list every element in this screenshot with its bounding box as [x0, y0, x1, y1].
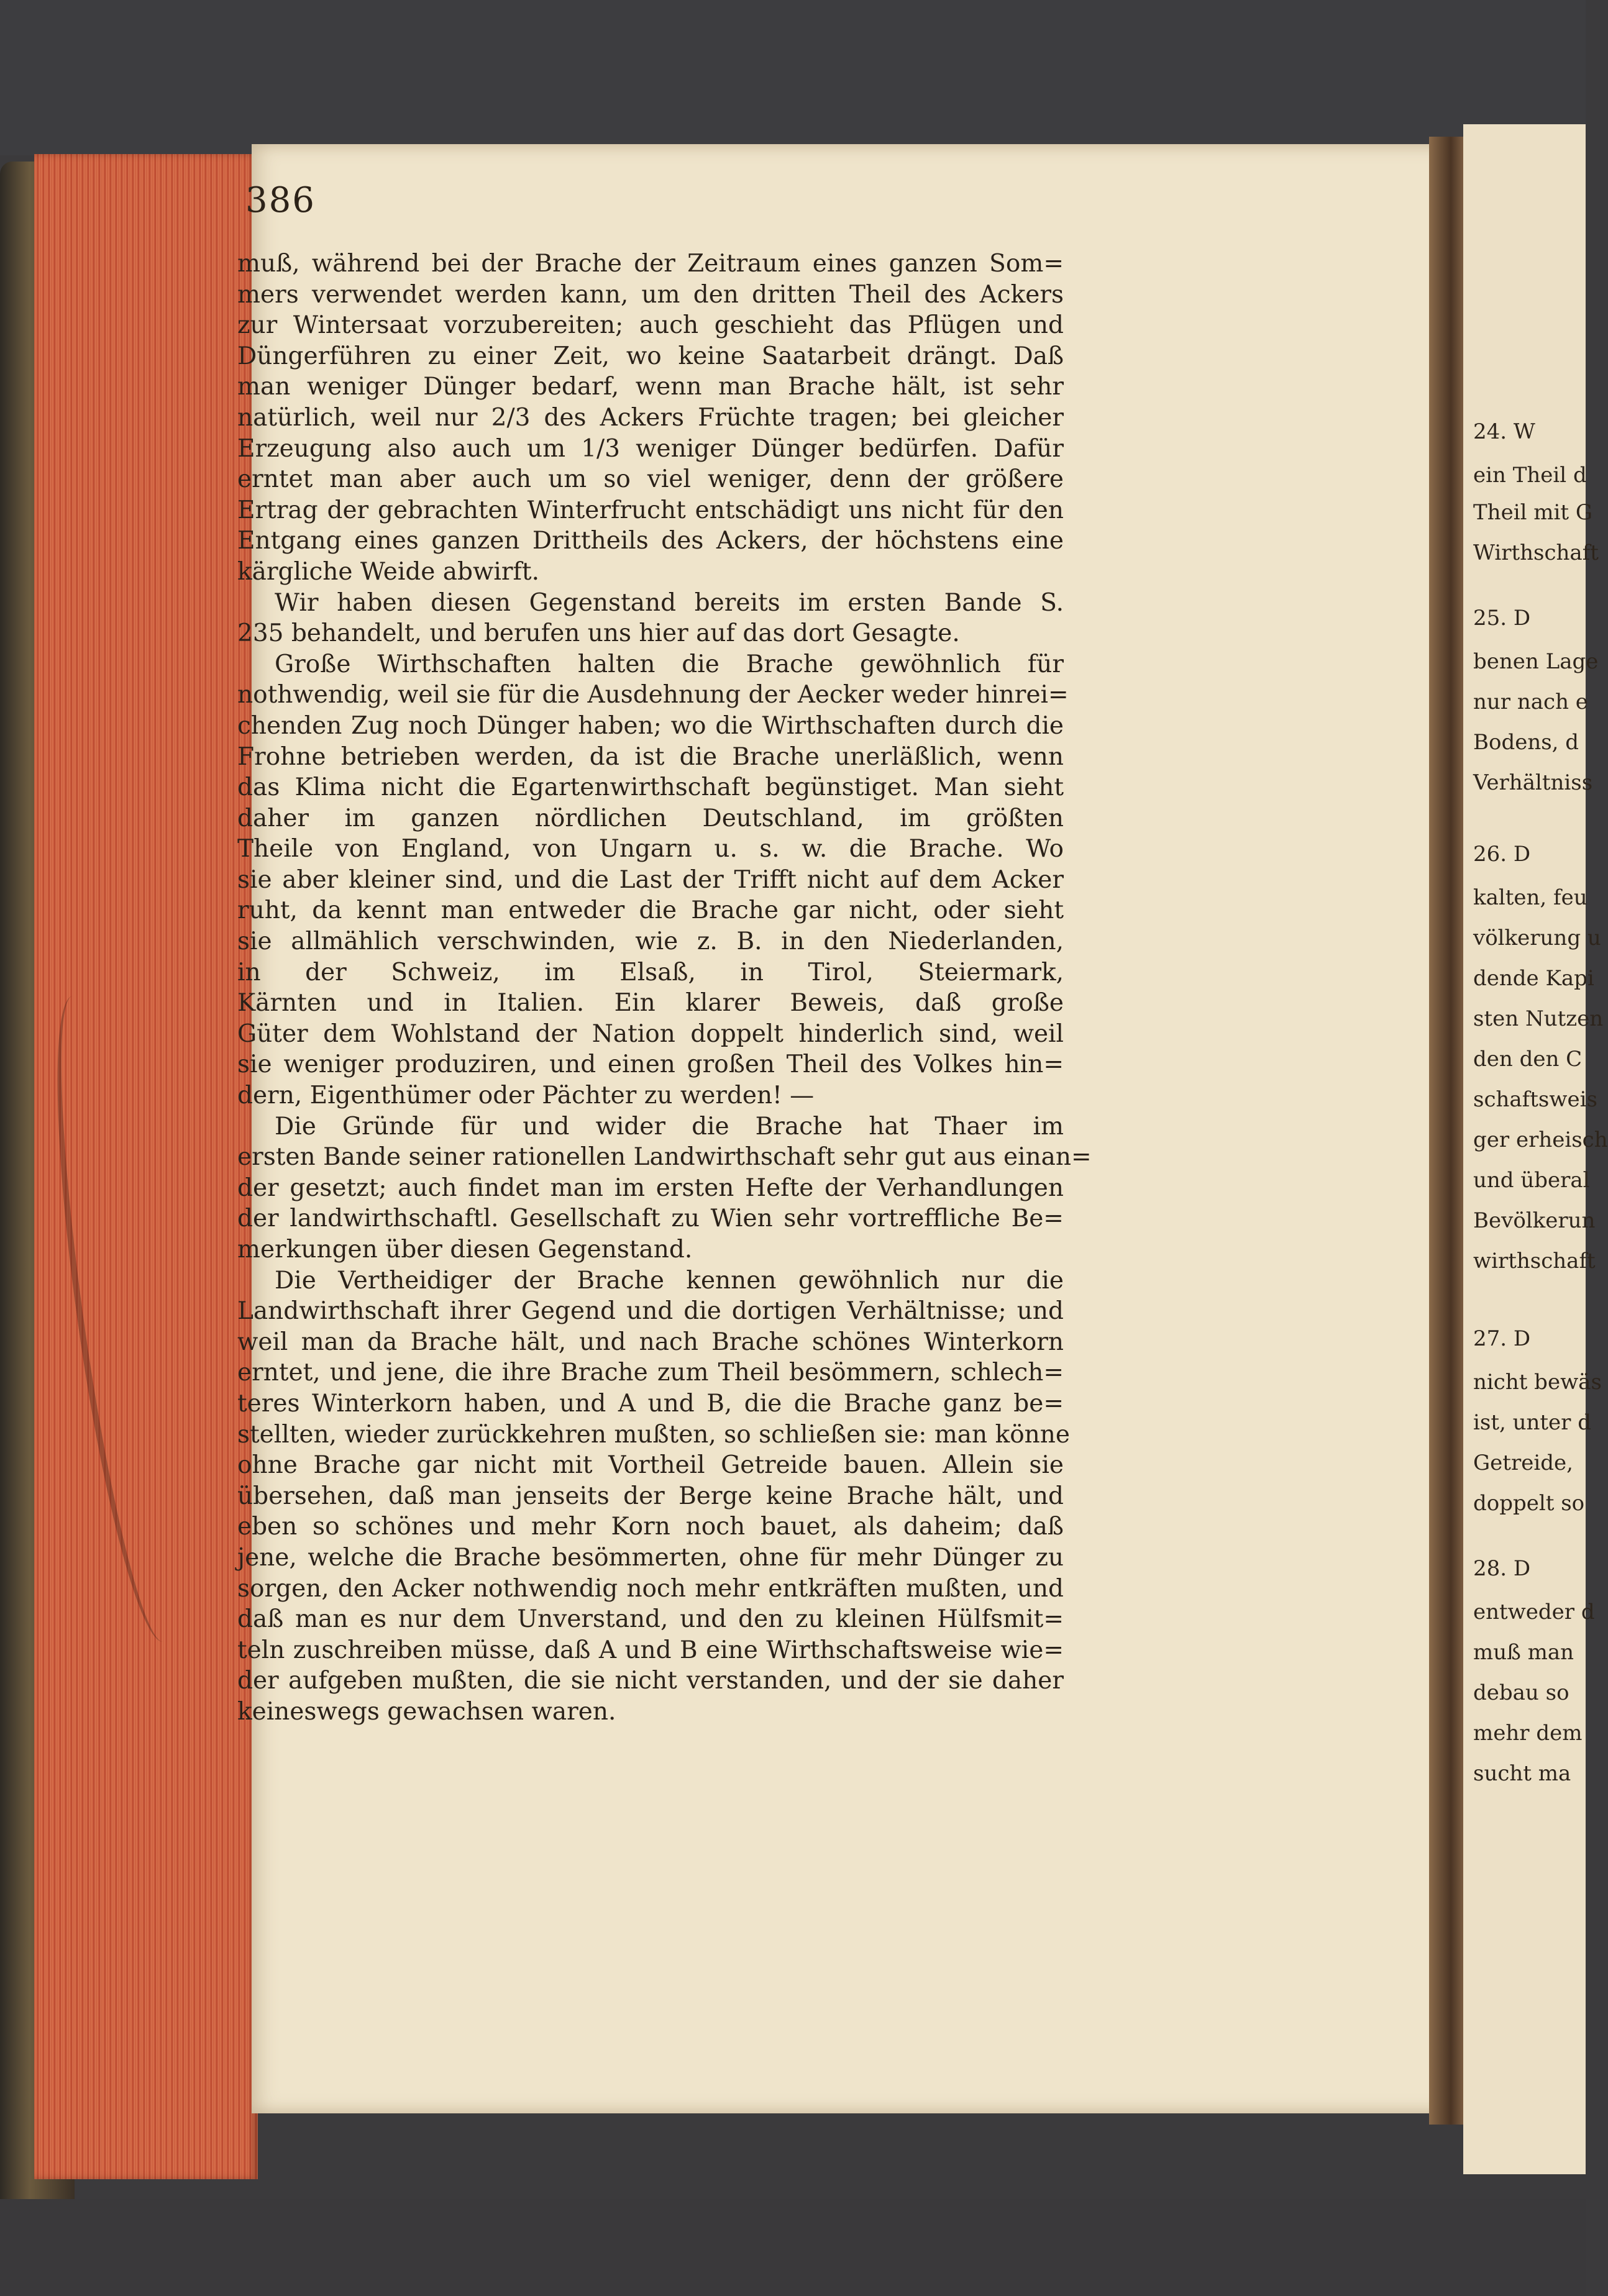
facing-page-line: nur nach e — [1473, 690, 1588, 714]
facing-page-line: schaftsweis — [1473, 1087, 1597, 1112]
facing-page-line: und überal — [1473, 1168, 1590, 1193]
backdrop — [0, 0, 1586, 155]
facing-page-line: muß man — [1473, 1640, 1574, 1665]
backdrop-bottom — [0, 2199, 1586, 2296]
text-line: Die Gründe für und wider die Brache hat Thaer im — [275, 1112, 1064, 1141]
text-line: ersten Bande seiner rationellen Landwirthschaft sehr gut aus einan= — [237, 1143, 1092, 1172]
text-line: erntet, und jene, die ihre Brache zum Theil besömmern, schlech= — [237, 1359, 1064, 1387]
paragraph — [237, 1265, 1070, 1728]
text-line: daß man es nur dem Unverstand, und den zu kleinen Hülfsmit= — [237, 1605, 1064, 1634]
text-line: Düngerführen zu einer Zeit, wo keine Saatarbeit drängt. Daß — [237, 342, 1064, 370]
facing-page-line: den den C — [1473, 1047, 1583, 1072]
facing-page-line: 26. D — [1473, 842, 1531, 867]
facing-page-line: Theil mit G — [1473, 500, 1592, 525]
facing-page-line: Wirthschaft — [1473, 540, 1599, 565]
text-line: sie weniger produziren, und einen großen Theil des Volkes hin= — [237, 1050, 1064, 1079]
text-line: mers verwendet werden kann, um den dritten Theil des Ackers — [237, 280, 1064, 309]
facing-page-line: Getreide, — [1473, 1451, 1573, 1475]
page-edges — [34, 154, 258, 2179]
text-line: das Klima nicht die Egartenwirthschaft begünstiget. Man sieht — [237, 773, 1064, 802]
text-line: ohne Brache gar nicht mit Vortheil Getreide bauen. Allein sie — [237, 1451, 1064, 1480]
text-line: zur Wintersaat vorzubereiten; auch geschieht das Pflügen und — [237, 311, 1064, 340]
text-line: Große Wirthschaften halten die Brache gewöhnlich für — [275, 650, 1064, 678]
page-number: 386 — [245, 180, 316, 221]
text-line: natürlich, weil nur 2/3 des Ackers Früchte tragen; bei gleicher — [237, 403, 1064, 432]
facing-page-line: Bevölkerun — [1473, 1208, 1596, 1233]
text-line: teln zuschreiben müsse, daß A und B eine Wirthschaftsweise wie= — [237, 1636, 1064, 1664]
text-line: kärgliche Weide abwirft. — [237, 557, 539, 586]
facing-page-line: ger erheisch — [1473, 1128, 1608, 1152]
text-line: Wir haben diesen Gegenstand bereits im ersten Bande S. — [275, 588, 1064, 617]
facing-page-line: kalten, feu — [1473, 885, 1587, 910]
text-line: eben so schönes und mehr Korn noch bauet, als daheim; daß — [237, 1513, 1064, 1541]
text-line: sie allmählich verschwinden, wie z. B. in den Niederlanden, — [237, 927, 1064, 956]
facing-page-line: benen Lage — [1473, 649, 1599, 674]
text-line: Frohne betrieben werden, da ist die Brache unerläßlich, wenn — [237, 742, 1064, 771]
facing-page-line: ein Theil d — [1473, 463, 1587, 488]
facing-page-line: völkerung u — [1473, 926, 1601, 950]
facing-page-line: entweder d — [1473, 1600, 1595, 1624]
text-line: der gesetzt; auch findet man im ersten Hefte der Verhandlungen — [237, 1173, 1064, 1202]
text-line: in der Schweiz, im Elsaß, in Tirol, Steiermark, — [237, 958, 1064, 986]
facing-page-line: Bodens, d — [1473, 730, 1579, 755]
text-line: jene, welche die Brache besömmerten, ohne für mehr Dünger zu — [237, 1543, 1064, 1572]
text-line: 235 behandelt, und berufen uns hier auf das dort Gesagte. — [237, 619, 960, 648]
text-line: Theile von England, von Ungarn u. s. w. die Brache. Wo — [237, 835, 1064, 863]
facing-page-line: 25. D — [1473, 606, 1531, 631]
text-line: Entgang eines ganzen Drittheils des Ackers, der höchstens eine — [237, 527, 1064, 555]
text-line: der aufgeben mußten, die sie nicht verstanden, und der sie daher — [237, 1667, 1064, 1695]
text-line: der landwirthschaftl. Gesellschaft zu Wien sehr vortreffliche Be= — [237, 1205, 1064, 1233]
text-line: chenden Zug noch Dünger haben; wo die Wirthschaften durch die — [237, 711, 1064, 740]
facing-page-line: Verhältniss — [1473, 770, 1593, 795]
text-line: Ertrag der gebrachten Winterfrucht entschädigt uns nicht für den — [237, 496, 1064, 524]
text-line: nothwendig, weil sie für die Ausdehnung der Aecker weder hinrei= — [237, 681, 1069, 709]
text-line: daher im ganzen nördlichen Deutschland, im größten — [237, 804, 1064, 832]
text-line: übersehen, daß man jenseits der Berge keine Brache hält, und — [237, 1482, 1064, 1510]
text-line: dern, Eigenthümer oder Pächter zu werden! — — [237, 1082, 815, 1110]
text-line: Erzeugung also auch um 1/3 weniger Dünger bedürfen. Dafür — [237, 434, 1064, 463]
text-line: merkungen über diesen Gegenstand. — [237, 1236, 693, 1264]
body-text — [237, 248, 1092, 1728]
facing-page-line: 24. W — [1473, 419, 1535, 444]
text-line: Güter dem Wohlstand der Nation doppelt hinderlich sind, weil — [237, 1019, 1064, 1048]
text-line: ruht, da kennt man entweder die Brache gar nicht, oder sieht — [237, 896, 1064, 925]
paragraph — [237, 588, 1064, 649]
facing-page-line: dende Kapi — [1473, 966, 1594, 991]
text-line: sorgen, den Acker nothwendig noch mehr entkräften mußten, und — [237, 1574, 1064, 1603]
text-line: Kärnten und in Italien. Ein klarer Beweis, daß große — [237, 989, 1064, 1018]
text-line: weil man da Brache hält, und nach Brache schönes Winterkorn — [237, 1328, 1064, 1356]
facing-page-line: doppelt so — [1473, 1491, 1585, 1516]
paragraph — [237, 649, 1069, 1111]
facing-page — [1463, 124, 1608, 2174]
facing-page-line: sten Nutzen — [1473, 1006, 1604, 1031]
facing-page-line: debau so — [1473, 1680, 1569, 1705]
text-line: keineswegs gewachsen waren. — [237, 1697, 616, 1726]
text-line: sie aber kleiner sind, und die Last der Trifft nicht auf dem Acker — [237, 865, 1064, 894]
facing-page-line: wirthschaft — [1473, 1249, 1596, 1273]
facing-page-line: ist, unter d — [1473, 1410, 1592, 1435]
text-line: stellten, wieder zurückkehren mußten, so schließen sie: man könne — [237, 1420, 1070, 1449]
text-line: erntet man aber auch um so viel weniger, denn der größere — [237, 465, 1064, 494]
facing-page-line: 27. D — [1473, 1326, 1531, 1351]
text-line: teres Winterkorn haben, und A und B, die die Brache ganz be= — [237, 1389, 1064, 1418]
facing-page-line: nicht bewäs — [1473, 1370, 1602, 1395]
text-line: man weniger Dünger bedarf, wenn man Brache hält, ist sehr — [237, 373, 1064, 401]
paragraph — [237, 248, 1064, 588]
paragraph — [237, 1111, 1092, 1265]
text-line: Landwirthschaft ihrer Gegend und die dortigen Verhältnisse; und — [237, 1297, 1064, 1326]
facing-page-line: mehr dem — [1473, 1721, 1583, 1746]
text-line: muß, während bei der Brache der Zeitraum eines ganzen Som= — [237, 250, 1064, 278]
facing-page-line: sucht ma — [1473, 1761, 1571, 1786]
text-line: Die Vertheidiger der Brache kennen gewöhnlich nur die — [275, 1266, 1064, 1295]
facing-page-line: 28. D — [1473, 1556, 1531, 1581]
